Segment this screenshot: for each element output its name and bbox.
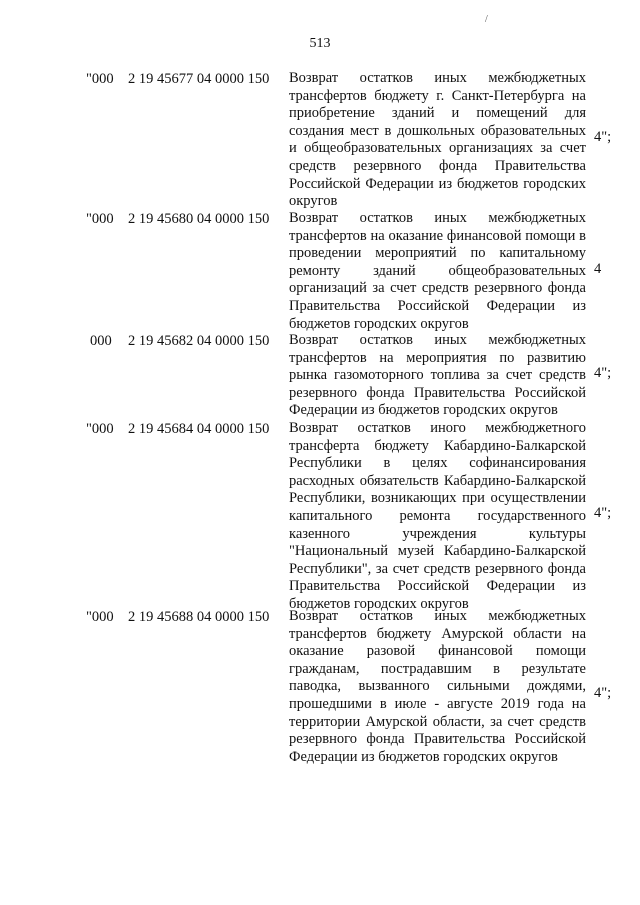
entry-description: Возврат остатков иных межбюджетных трансфертов бюджету Амурской области на оказание разовой финансовой помощи гражданам, пострадавшим в результате паводка, вызванного сильными дождями, прошедшими в июле - августе 2019 года на территории Амурской области, за счет средств резервного фонда Правительства Российской Федерации из бюджетов городских округов [289,608,586,765]
budget-code: 2 19 45684 04 0000 150 [128,421,270,437]
entry-description: Возврат остатков иных межбюджетных трансфертов на мероприятия по развитию рынка газомоторного топлива за счет средств резервного фонда Правительства Российской Федерации из бюджетов городских округов [289,332,586,419]
code-prefix: "000 [86,211,114,227]
budget-entry [0,332,640,420]
code-prefix: 000 [90,333,112,349]
entry-suffix: 4"; [594,365,612,381]
budget-entry [0,420,640,612]
code-prefix: "000 [86,71,114,87]
code-prefix: "000 [86,609,114,625]
entry-suffix: 4"; [594,505,612,521]
entry-description: Возврат остатков иных межбюджетных трансфертов бюджету г. Санкт-Петербурга на приобретение зданий и помещений для создания мест в дошкольных образовательных и общеобразовательных организациях за счет средств резервного фонда Правительства Российской Федерации из бюджетов городских округов [289,70,586,210]
entry-suffix: 4 [594,261,602,277]
page-number: 513 [309,36,331,51]
budget-entry [0,210,640,332]
stray-tick-mark: / [485,14,488,25]
code-prefix: "000 [86,421,114,437]
budget-code: 2 19 45677 04 0000 150 [128,71,270,87]
entry-description: Возврат остатков иного межбюджетного трансферта бюджету Кабардино-Балкарской Республики в целях софинансирования расходных обязательств Кабардино-Балкарской Республики, возникающих при осуществлении капитального ремонта государственного казенного учреждения культуры "Национальный музей Кабардино-Балкарской Республики", за счет средств резервного фонда Правительства Российской Федерации из бюджетов городских округов [289,420,586,612]
budget-entry [0,608,640,783]
entry-suffix: 4"; [594,129,612,145]
budget-code: 2 19 45688 04 0000 150 [128,609,270,625]
budget-code: 2 19 45680 04 0000 150 [128,211,270,227]
budget-entry [0,70,640,210]
entry-suffix: 4"; [594,685,612,701]
entry-description: Возврат остатков иных межбюджетных трансфертов на оказание финансовой помощи в проведении мероприятий по капитальному ремонту зданий общеобразовательных организаций за счет средств резервного фонда Правительства Российской Федерации из бюджетов городских округов [289,210,586,332]
budget-code: 2 19 45682 04 0000 150 [128,333,270,349]
